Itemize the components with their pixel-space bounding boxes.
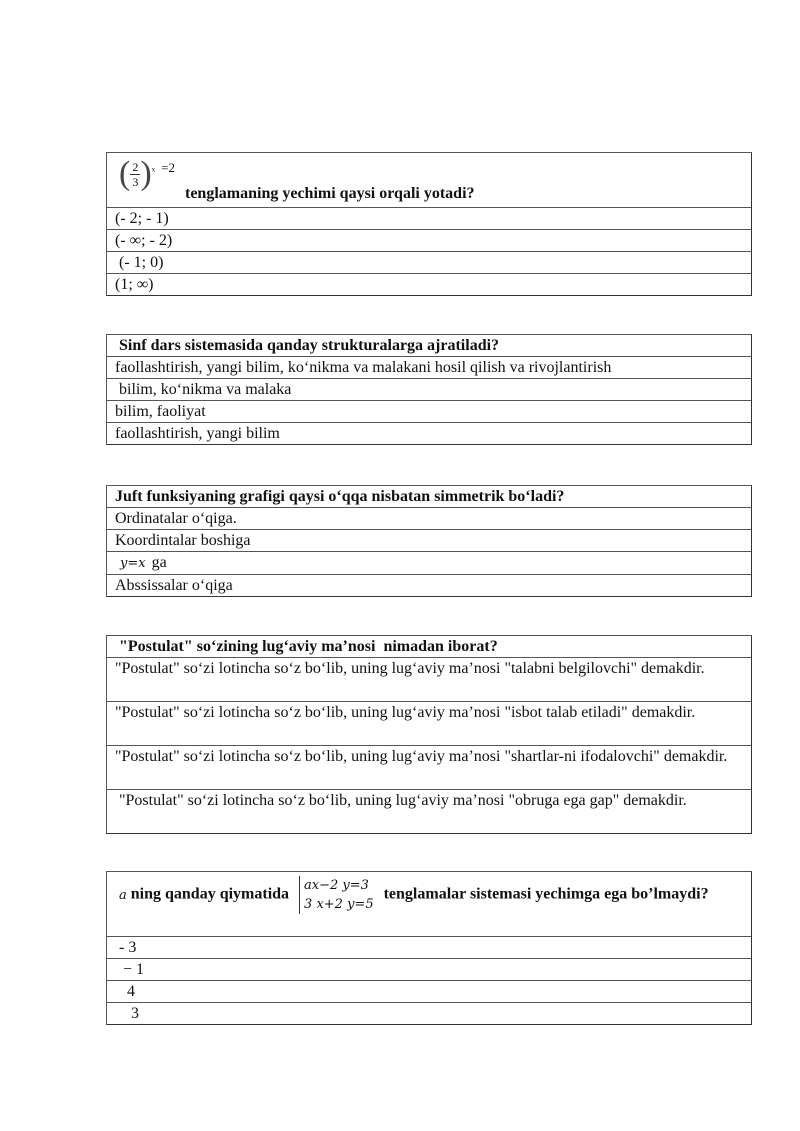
question-table-4	[106, 635, 752, 834]
option-5a[interactable]: - 3	[107, 936, 751, 958]
question-5-part1: ning qanday qiymatida	[130, 885, 290, 903]
math-var-a: a	[119, 887, 127, 903]
option-3c-label: ga	[151, 554, 167, 571]
option-3a[interactable]: Ordinatalar o‘qiga.	[107, 507, 751, 529]
question-table-3	[106, 485, 752, 597]
question-4: "Postulat" so‘zining lug‘aviy ma’nosi nimadan iborat?	[115, 638, 498, 655]
option-1a[interactable]: (- 2; - 1)	[107, 207, 751, 229]
question-2: Sinf dars sistemasida qanday strukturalarga ajratiladi?	[115, 337, 500, 354]
option-4c[interactable]: "Postulat" so‘zi lotincha so‘z bo‘lib, uning lug‘aviy ma’nosi "shartlar-ni ifodalovchi" demakdir.	[107, 745, 751, 789]
question-table-2	[106, 334, 752, 445]
option-3d[interactable]: Abssissalar o‘qiga	[107, 574, 751, 596]
equation-1: ax−2 y=3	[304, 878, 369, 893]
option-1d[interactable]: (1; ∞)	[107, 273, 751, 295]
option-2d[interactable]: faollashtirish, yangi bilim	[107, 422, 751, 444]
question-3: Juft funksiyaning grafigi qaysi o‘qqa nisbatan simmetrik bo‘ladi?	[115, 488, 565, 505]
option-4b[interactable]: "Postulat" so‘zi lotincha so‘z bo‘lib, uning lug‘aviy ma’nosi "isbot talab etiladi" demakdir.	[107, 701, 751, 745]
option-1c[interactable]: (- 1; 0)	[107, 251, 751, 273]
question-5	[107, 872, 751, 936]
question-1-text: tenglamaning yechimi qaysi orqali yotadi?	[185, 185, 475, 202]
question-table-5	[106, 871, 752, 1025]
equation-2: 3 x+2 y=5	[304, 897, 374, 912]
fraction-expression: ( $\frac{2}{3}$ )$^x$ $^{=2}$	[119, 155, 175, 192]
question-table-1	[106, 152, 752, 296]
equation-system	[299, 876, 374, 914]
option-4d[interactable]: "Postulat" so‘zi lotincha so‘z bo‘lib, uning lug‘aviy ma’nosi "obruga ega gap" demakdir.	[107, 789, 751, 833]
option-2a[interactable]: faollashtirish, yangi bilim, ko‘nikma va malakani hosil qilish va rivojlantirish	[107, 356, 751, 378]
option-3b[interactable]: Koordintalar boshiga	[107, 529, 751, 551]
option-5c[interactable]: 4	[107, 980, 751, 1002]
option-5b[interactable]: − 1	[107, 958, 751, 980]
option-2c[interactable]: bilim, faoliyat	[107, 400, 751, 422]
option-5d[interactable]: 3	[107, 1002, 751, 1024]
math-y-equals-x: y=x	[120, 556, 146, 571]
option-1b[interactable]: (- ∞; - 2)	[107, 229, 751, 251]
question-1	[107, 153, 751, 207]
option-2b[interactable]: bilim, ko‘nikma va malaka	[107, 378, 751, 400]
option-3c[interactable]	[107, 551, 751, 574]
question-5-part2: tenglamalar sistemasi yechimga ega bo’lmaydi?	[383, 885, 709, 903]
option-4a[interactable]: "Postulat" so‘zi lotincha so‘z bo‘lib, uning lug‘aviy ma’nosi "talabni belgilovchi" demakdir.	[107, 657, 751, 701]
